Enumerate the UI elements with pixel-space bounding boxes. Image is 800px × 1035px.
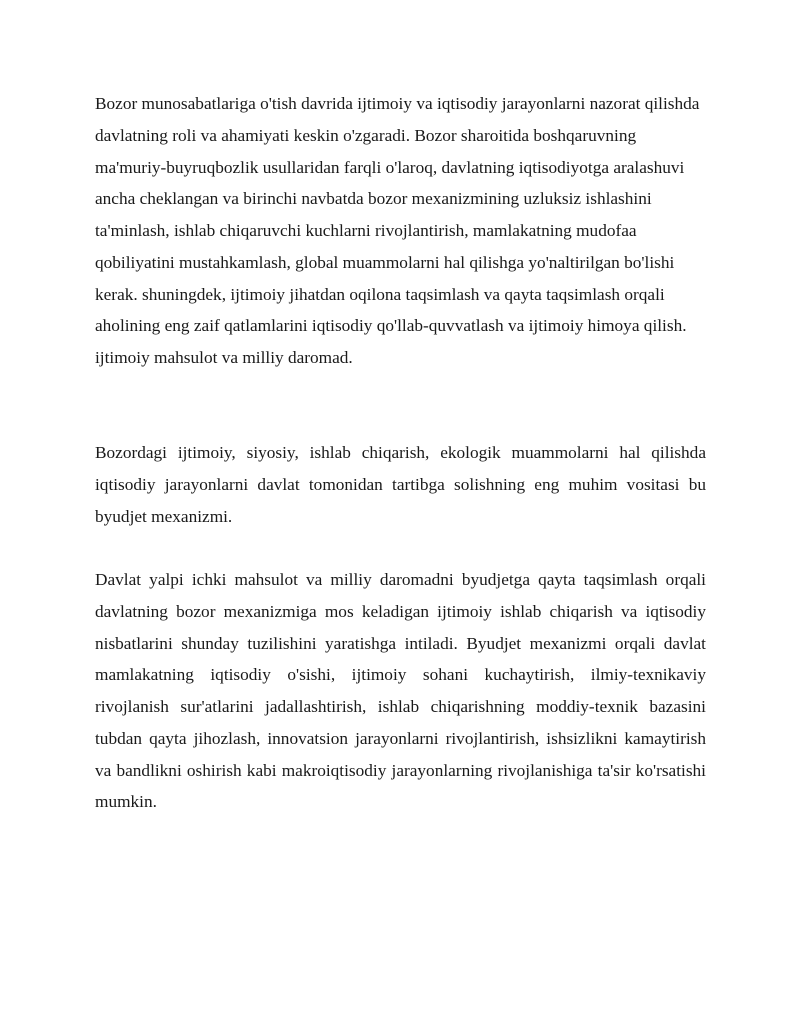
paragraph-3: Davlat yalpi ichki mahsulot va milliy daromadni byudjetga qayta taqsimlash orqali davlatning bozor mexanizmiga mos keladigan ijtimoiy ishlab chiqarish va iqtisodiy nisbatlarini shunday tuzilishini yaratishga intiladi. Byudjet mexanizmi orqali davlat mamlakatning iqtisodiy o'sishi, ijtimoiy sohani kuchaytirish, ilmiy-texnikaviy rivojlanish sur'atlarini jadallashtirish, ishlab chiqarishning moddiy-texnik bazasini tubdan qayta jihozlash, innovatsion jarayonlarni rivojlantirish, ishsizlikni kamaytirish va bandlikni oshirish kabi makroiqtisodiy jarayonlarning rivojlanishiga ta'sir ko'rsatishi mumkin.	[95, 570, 706, 812]
paragraph-2: Bozordagi ijtimoiy, siyosiy, ishlab chiqarish, ekologik muammolarni hal qilishda iqtisodiy jarayonlarni davlat tomonidan tartibga solishning eng muhim vositasi bu byudjet mexanizmi.	[95, 443, 706, 526]
paragraph-1: Bozor munosabatlariga o'tish davrida ijtimoiy va iqtisodiy jarayonlarni nazorat qilishda davlatning roli va ahamiyati keskin o'zgaradi. Bozor sharoitida boshqaruvning ma'muriy-buyruqbozlik usullaridan farqli o'laroq, davlatning iqtisodiyotga aralashuvi ancha cheklangan va birinchi navbatda bozor mexanizmining uzluksiz ishlashini ta'minlash, ishlab chiqaruvchi kuchlarni rivojlantirish, mamlakatning mudofaa qobiliyatini mustahkamlash, global muammolarni hal qilishga yo'naltirilgan bo'lishi kerak. shuningdek, ijtimoiy jihatdan oqilona taqsimlash va qayta taqsimlash orqali aholining eng zaif qatlamlarini iqtisodiy qo'llab-quvvatlash va ijtimoiy himoya qilish. ijtimoiy mahsulot va milliy daromad.	[95, 94, 700, 367]
